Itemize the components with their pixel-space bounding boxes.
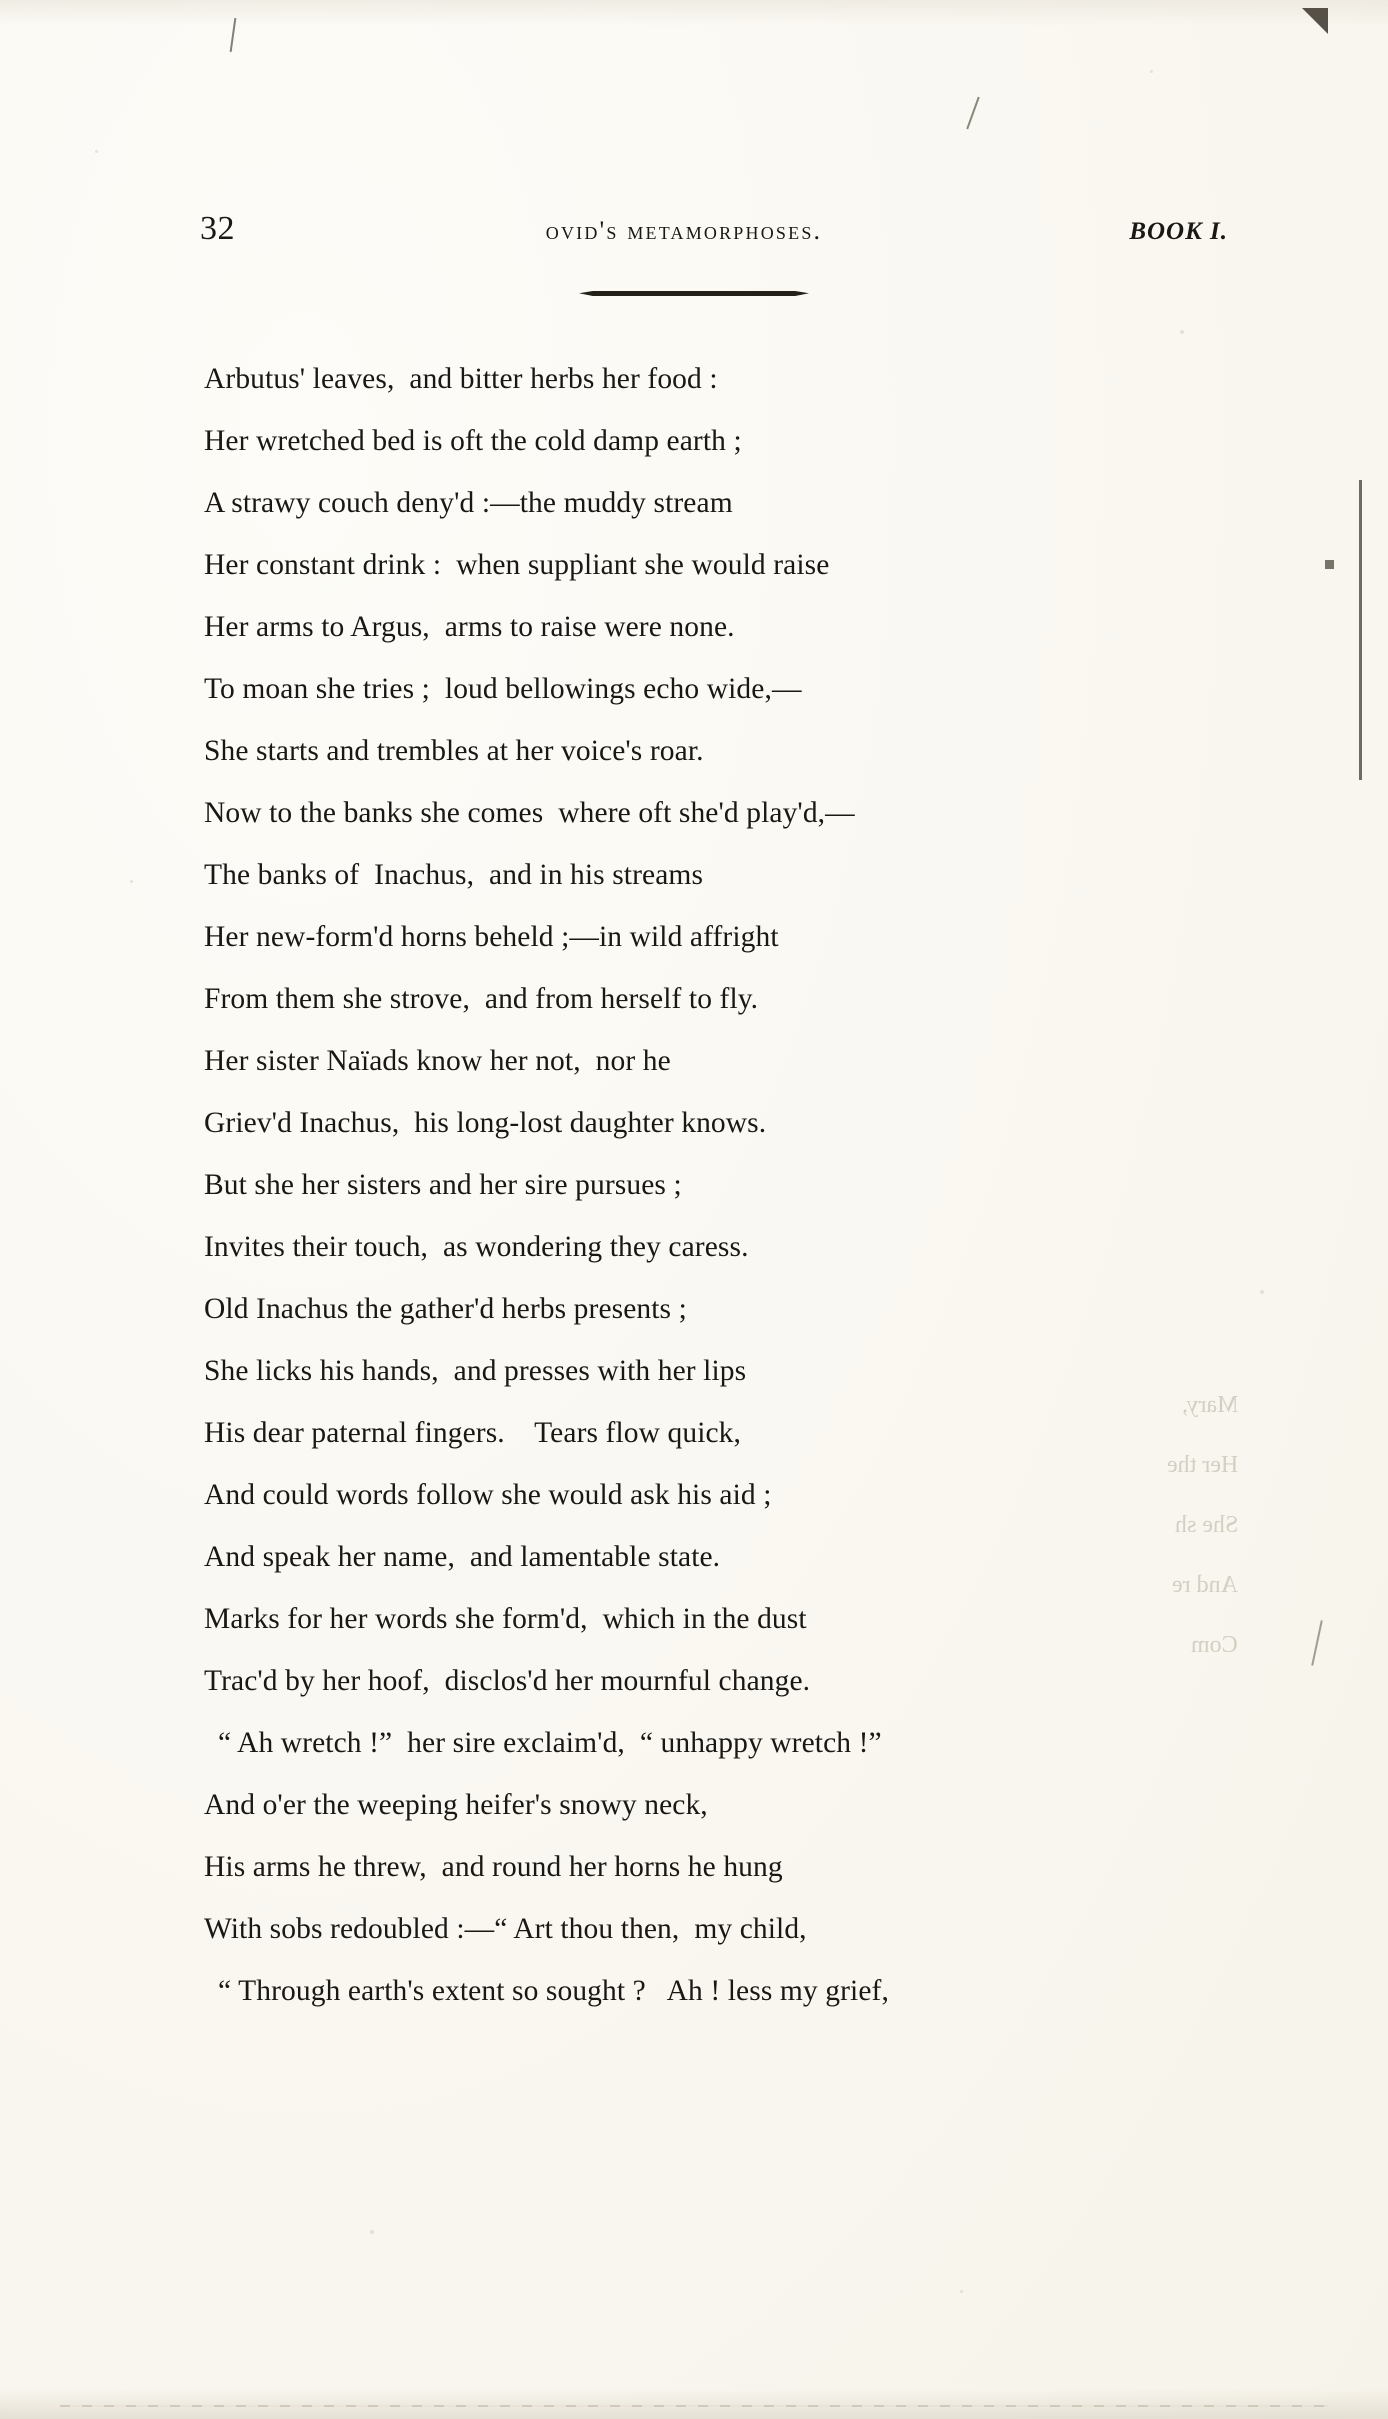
verse-line: And speak her name, and lamentable state. <box>204 1541 721 1573</box>
verse-line: His arms he threw, and round her horns he hung <box>204 1851 783 1883</box>
verse-line: From them she strove, and from herself to fly. <box>204 983 759 1015</box>
verse-line: Her constant drink : when suppliant she would raise <box>204 549 830 581</box>
verse-line: But she her sisters and her sire pursues ; <box>204 1169 682 1201</box>
book-label: BOOK I. <box>1129 218 1228 245</box>
verse-line: A strawy couch deny'd :—the muddy stream <box>204 487 733 519</box>
verse-line: Arbutus' leaves, and bitter herbs her food : <box>204 363 718 395</box>
verse-line: Her arms to Argus, arms to raise were none. <box>204 611 735 643</box>
page-number: 32 <box>200 210 235 247</box>
verse-line: His dear paternal fingers. Tears flow quick, <box>204 1417 742 1449</box>
paper-speck <box>960 2290 963 2293</box>
paper-speck <box>1150 70 1153 73</box>
verse-line: Now to the banks she comes where oft she'd play'd,— <box>204 797 855 829</box>
ornamental-rule-bar <box>579 291 809 296</box>
verse-line: Old Inachus the gather'd herbs presents ; <box>204 1293 687 1325</box>
verse-line: She licks his hands, and presses with her lips <box>204 1355 747 1387</box>
paper-speck <box>95 150 98 153</box>
running-title: ovid's metamorphoses. <box>545 216 823 245</box>
showthrough-text: She sh <box>1174 1512 1238 1538</box>
page-header <box>200 210 1228 248</box>
verse-line: Trac'd by her hoof, disclos'd her mournful change. <box>204 1665 811 1697</box>
showthrough-text: And re <box>1172 1572 1238 1598</box>
paper-speck <box>1180 330 1184 334</box>
scan-dot-right <box>1325 560 1334 569</box>
scan-edge-bottom-line <box>60 2405 1328 2407</box>
showthrough-text: Mary, <box>1181 1392 1238 1418</box>
verse-line: “ Ah wretch !” her sire exclaim'd, “ unhappy wretch !” <box>218 1727 882 1759</box>
verse-line: The banks of Inachus, and in his streams <box>204 859 704 891</box>
showthrough-text: Com <box>1191 1632 1238 1658</box>
paper-speck <box>370 2230 374 2234</box>
verse-line: Her wretched bed is oft the cold damp earth ; <box>204 425 742 457</box>
verse-line: Griev'd Inachus, his long-lost daughter knows. <box>204 1107 767 1139</box>
verse-line: With sobs redoubled :—“ Art thou then, my child, <box>204 1913 807 1945</box>
verse-line: And o'er the weeping heifer's snowy neck, <box>204 1789 708 1821</box>
verse-line: Her sister Naïads know her not, nor he <box>204 1045 671 1077</box>
scan-edge-bottom <box>0 2389 1388 2419</box>
verse-line: Marks for her words she form'd, which in the dust <box>204 1603 807 1635</box>
ornamental-rule <box>579 288 809 298</box>
paper-speck <box>1260 1290 1264 1294</box>
paper-speck <box>130 880 133 883</box>
verse-line: “ Through earth's extent so sought ? Ah ! less my grief, <box>218 1975 889 2007</box>
verse-line: Invites their touch, as wondering they caress. <box>204 1231 749 1263</box>
verse-line: She starts and trembles at her voice's roar. <box>204 735 704 767</box>
verse-line: And could words follow she would ask his aid ; <box>204 1479 772 1511</box>
scan-rule-right <box>1359 480 1362 780</box>
verse-block <box>204 348 1184 2022</box>
scan-edge-top <box>0 0 1388 26</box>
showthrough-text: Her the <box>1166 1452 1238 1478</box>
verse-line: Her new-form'd horns beheld ;—in wild affright <box>204 921 779 953</box>
verse-line: To moan she tries ; loud bellowings echo wide,— <box>204 673 802 705</box>
